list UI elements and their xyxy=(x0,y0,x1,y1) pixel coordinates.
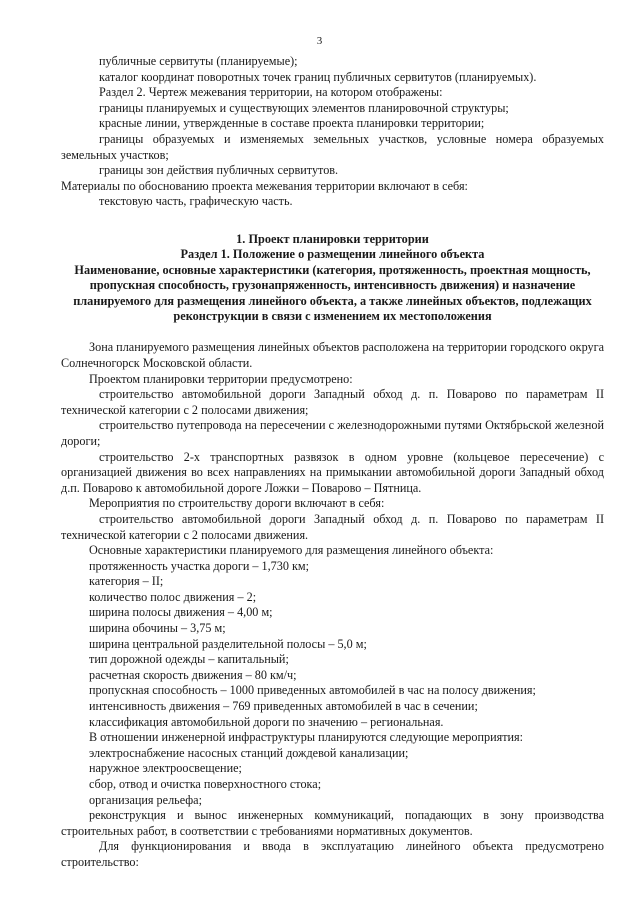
heading-section: Раздел 1. Положение о размещении линейного объекта xyxy=(180,247,485,262)
characteristic-item: расчетная скорость движения – 80 км/ч; xyxy=(89,667,297,682)
measures-item: строительство автомобильной дороги Западный обход д. п. Поварово по параметрам II технической категории с 2 полосами движения. xyxy=(61,511,604,542)
engineering-item: организация рельефа; xyxy=(89,792,202,807)
measures-intro: Мероприятия по строительству дороги включают в себя: xyxy=(89,496,385,511)
engineering-item: реконструкция и вынос инженерных коммуникаций, попадающих в зону производства строительных работ, в соответствии с требованиями нормативных документов. xyxy=(61,808,604,838)
characteristic-item: пропускная способность – 1000 приведенных автомобилей в час на полосу движения; xyxy=(89,683,536,698)
intro-line: границы планируемых и существующих элементов планировочной структуры; xyxy=(99,100,509,115)
engineering-intro: В отношении инженерной инфраструктуры планируются следующие мероприятия: xyxy=(89,730,524,745)
intro-line: границы образуемых и изменяемых земельных участков, условные номера образуемых земельных участков; xyxy=(61,131,604,162)
intro-line: границы зон действия публичных сервитутов. xyxy=(99,163,339,178)
characteristic-item: ширина полосы движения – 4,00 м; xyxy=(89,605,273,620)
materials-item: текстовую часть, графическую часть. xyxy=(99,194,293,209)
intro-line: красные линии, утвержденные в составе проекта планировки территории; xyxy=(99,116,485,131)
characteristic-item: интенсивность движения – 769 приведенных автомобилей в час в сечении; xyxy=(89,699,478,714)
project-item: строительство путепровода на пересечении с железнодорожными путями Октябрьской железной дороги; xyxy=(61,418,604,448)
zone-paragraph: Зона планируемого размещения линейных объектов расположена на территории городского округа Солнечногорск Московской области. xyxy=(61,340,605,370)
characteristics-intro: Основные характеристики планируемого для размещения линейного объекта: xyxy=(89,543,494,558)
heading-project: 1. Проект планировки территории xyxy=(236,231,429,246)
final-paragraph: Для функционирования и ввода в эксплуатацию линейного объекта предусмотрено строительство: xyxy=(61,839,604,869)
engineering-item: сбор, отвод и очистка поверхностного стока; xyxy=(89,777,322,791)
characteristic-item: тип дорожной одежды – капитальный; xyxy=(89,652,289,667)
heading-characteristics: Наименование, основные характеристики (категория, протяженность, проектная мощность, пропускная способность, грузонапряженность, интенсивность движения) и назначение планируемого для размещения линейного объекта, а также линейных объектов, подлежащих реконструкции в связи с изменением их местоположения xyxy=(73,262,592,323)
page-number: 3 xyxy=(316,35,323,47)
characteristic-item: категория – II; xyxy=(89,574,164,589)
characteristic-item: протяженность участка дороги – 1,730 км; xyxy=(89,558,310,573)
characteristic-item: ширина центральной разделительной полосы – 5,0 м; xyxy=(89,636,367,651)
characteristic-item: ширина обочины – 3,75 м; xyxy=(89,621,226,636)
project-item: строительство автомобильной дороги Западный обход д. п. Поварово по параметрам II технической категории с 2 полосами движения; xyxy=(61,387,604,417)
materials-line: Материалы по обоснованию проекта межевания территории включают в себя: xyxy=(61,178,468,193)
intro-line: Раздел 2. Чертеж межевания территории, на котором отображены: xyxy=(99,85,443,100)
intro-line: каталог координат поворотных точек границ публичных сервитутов (планируемых). xyxy=(99,69,537,84)
intro-line: публичные сервитуты (планируемые); xyxy=(99,54,298,68)
engineering-item: наружное электроосвещение; xyxy=(89,761,242,776)
project-item: строительство 2-х транспортных развязок в одном уровне (кольцевое пересечение) с организацией движения во всех направлениях на примыкании автомобильной дороги Западный обход д.п. Поварово к автомобильной дороге Ложки – Поварово – Пятница. xyxy=(61,449,604,495)
page-content xyxy=(61,54,604,871)
engineering-item: электроснабжение насосных станций дождевой канализации; xyxy=(89,745,409,760)
characteristic-item: классификация автомобильной дороги по значению – региональная. xyxy=(89,714,444,729)
characteristic-item: количество полос движения – 2; xyxy=(89,589,257,604)
project-intro: Проектом планировки территории предусмотрено: xyxy=(89,371,353,386)
